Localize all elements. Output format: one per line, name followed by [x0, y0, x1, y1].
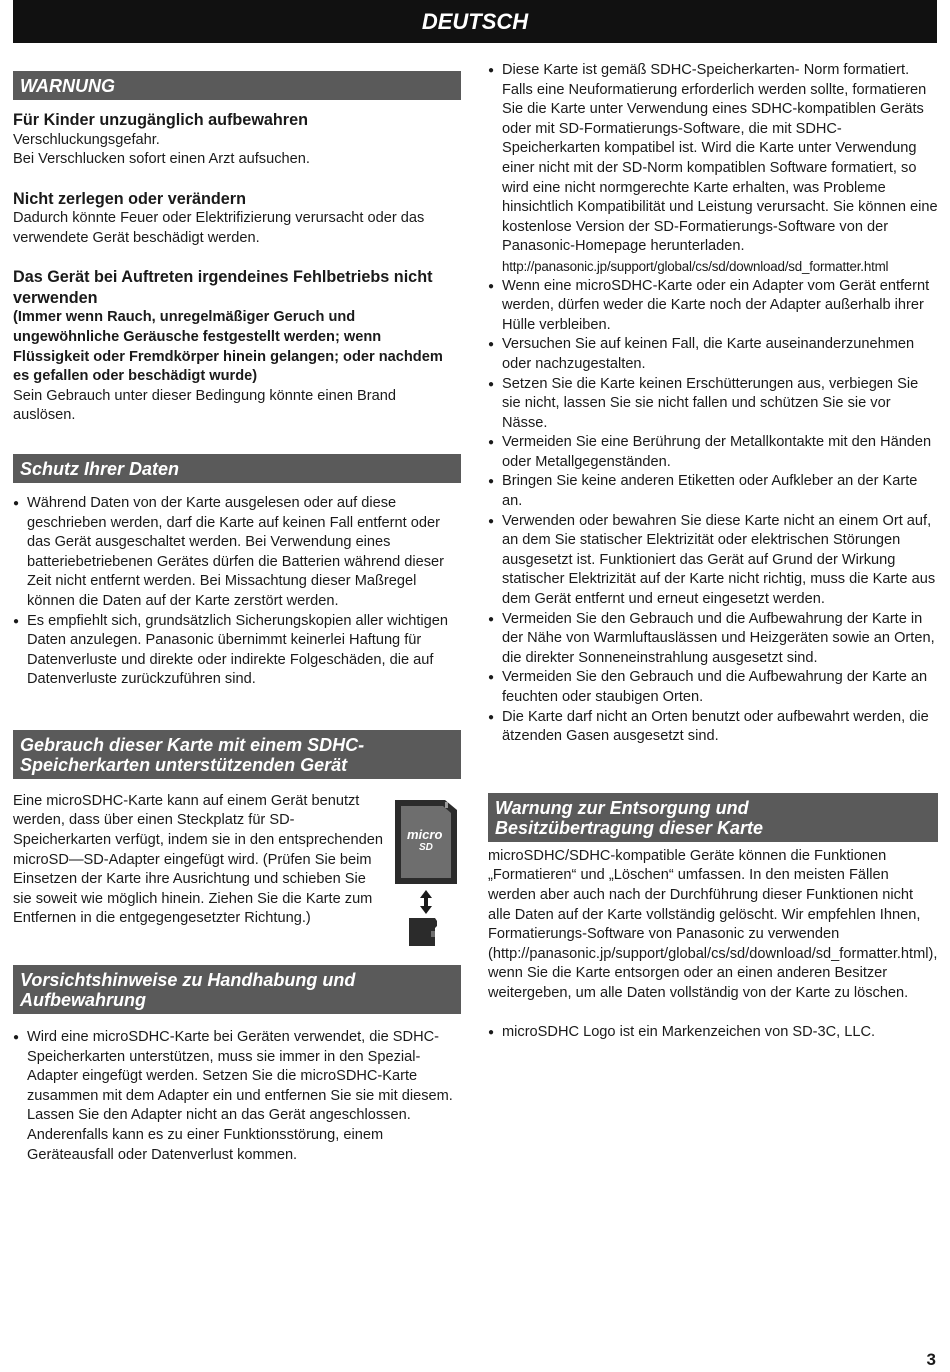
vorsicht-list-right	[488, 61, 938, 747]
vorsicht-bullet: ● Wenn eine microSDHC-Karte oder ein Adapter vom Gerät entfernt werden, dürfen weder die Karte noch der Adapter außerhalb ihrer Hülle verbleiben.	[488, 277, 938, 336]
schutz-bullet: ● Während Daten von der Karte ausgelesen oder auf diese geschrieben werden, darf die Karte auf keinen Fall entfernt oder das Gerät ausgeschaltet werden. Bei Verwendung eines batteriebetriebenen Gerätes dürfen die Batterien während dieser Zeit nicht entfernt werden. Bei Missachtung dieser Maßregel können die Daten auf der Karte zerstört werden.	[13, 494, 461, 612]
vorsicht-heading-line2: Aufbewahrung	[20, 990, 146, 1011]
left-column	[13, 71, 461, 1165]
formatting-text: Diese Karte ist gemäß SDHC-Speicherkarten- Norm formatiert. Falls eine Neuformatierung erforderlich werden sollte, formatieren Sie die Karte unter Verwendung eines SDHC-kompatiblen Geräts oder mit SD-Formatierungs-Software, die mit SDHC-Speicherkarten kompatibel ist. Wird die Karte unter Verwendung einer nicht mit der SD-Norm kompatiblen Software formatiert, so wird eine nicht normgerechte Karte erhalten, was Probleme hinsichtlich Kompatibilität und Leistung verursacht. Sie können eine kostenlose Version der SD-Formatierungs-Software von der Panasonic-Homepage herunterladen.	[502, 62, 938, 255]
gebrauch-heading-line2: Speicherkarten unterstützenden Gerät	[20, 754, 348, 775]
vorsicht-bullet: ● Versuchen Sie auf keinen Fall, die Karte auseinanderzunehmen oder nachzugestalten.	[488, 335, 938, 374]
warnung-item1-title: Für Kinder unzugänglich aufbewahren	[13, 111, 308, 129]
trademark-list	[488, 1023, 938, 1043]
gebrauch-heading	[13, 730, 461, 779]
warnung-item2-text: Dadurch könnte Feuer oder Elektrifizierung verursacht oder das verwendete Gerät beschädigt werden.	[13, 210, 425, 246]
vorsicht-heading-line1: Vorsichtshinweise zu Handhabung und	[20, 970, 356, 991]
schutz-heading: Schutz Ihrer Daten	[13, 454, 461, 483]
warnung-item1-line2: Bei Verschlucken sofort einen Arzt aufsuchen.	[13, 151, 310, 168]
right-column	[488, 61, 938, 1042]
insert-arrow-icon	[420, 890, 432, 914]
sd-logo-text: SD	[419, 841, 433, 853]
vorsicht-bullet-formatting	[488, 61, 938, 277]
warnung-item3-text: Sein Gebrauch unter dieser Bedingung könnte einen Brand auslösen.	[13, 387, 396, 424]
vorsicht-bullet: ● Setzen Sie die Karte keinen Erschütterungen aus, verbiegen Sie sie nicht, lassen Sie sie nicht fallen und schützen Sie sie vor Nässe.	[488, 375, 938, 434]
warnung-item-malfunction	[13, 267, 461, 426]
warnung-item-disassemble	[13, 189, 461, 249]
warnung-item-children	[13, 110, 461, 170]
microsd-card-icon	[409, 918, 437, 946]
gebrauch-heading-line1: Gebrauch dieser Karte mit einem SDHC-	[20, 734, 365, 755]
sd-adapter-icon	[395, 800, 457, 884]
entsorgung-heading	[488, 793, 938, 842]
formatter-url: http://panasonic.jp/support/global/cs/sd/download/sd_formatter.html	[502, 258, 889, 274]
vorsicht-bullet: ● Wird eine microSDHC-Karte bei Geräten verwendet, die SDHC-Speicherkarten unterstützen, muss sie immer in den Spezial-Adapter eingefügt werden. Setzen Sie die microSDHC-Karte zusammen mit dem Adapter ein und entfernen Sie sie mit diesem. Lassen Sie den Adapter nicht an das Gerät angeschlossen. Anderenfalls kann es zu einer Funktionsstörung, einem Geräteausfall oder Datenverlust kommen.	[13, 1028, 461, 1165]
warnung-item3-sub: (Immer wenn Rauch, unregelmäßiger Geruch und ungewöhnliche Geräusche festgestellt werden; wenn Flüssigkeit oder Fremdkörper hinein gelangen; oder nachdem es gefallen oder beschädigt wurde)	[13, 309, 443, 385]
warnung-heading: WARNUNG	[13, 71, 461, 100]
vorsicht-bullet: ● Vermeiden Sie eine Berührung der Metallkontakte mit den Händen oder Metallgegenständen.	[488, 433, 938, 472]
vorsicht-heading	[13, 965, 461, 1014]
microsd-adapter-illustration	[393, 798, 473, 948]
vorsicht-bullet: ● Vermeiden Sie den Gebrauch und die Aufbewahrung der Karte in der Nähe von Warmluftauslässen und Heizgeräten sowie an Orten, die direkter Sonneneinstrahlung ausgesetzt sind.	[488, 610, 938, 669]
warnung-item3-title: Das Gerät bei Auftreten irgendeines Fehlbetriebs nicht verwenden	[13, 268, 433, 307]
schutz-bullet: ● Es empfiehlt sich, grundsätzlich Sicherungskopien aller wichtigen Daten anzulegen. Panasonic übernimmt keinerlei Haftung für Datenverluste und direkte oder indirekte Folgeschäden, die auf Datenverluste zurückzuführen sind.	[13, 612, 461, 690]
micro-logo-text: micro	[407, 826, 443, 842]
entsorgung-text: microSDHC/SDHC-kompatible Geräte können die Funktionen „Formatieren“ und „Löschen“ umfassen. In den meisten Fällen werden aber auch nach der Durchführung dieser Funktionen nicht alle Daten auf der Karte vollständig gelöscht. Wir empfehlen Ihnen, Formatierungs-Software von Panasonic zu verwenden (http://panasonic.jp/support/global/cs/sd/download/sd_formatter.html), wenn Sie die Karte entsorgen oder an einen anderen Besitzer weitergeben, um alle Daten vollständig von der Karte zu löschen.	[488, 847, 938, 1001]
trademark-note: ● microSDHC Logo ist ein Markenzeichen von SD-3C, LLC.	[488, 1023, 938, 1043]
vorsicht-bullet: ● Die Karte darf nicht an Orten benutzt oder aufbewahrt werden, die ätzenden Gasen ausgesetzt sind.	[488, 708, 938, 747]
warnung-item1-line1: Verschluckungsgefahr.	[13, 131, 160, 148]
warnung-item2-title: Nicht zerlegen oder verändern	[13, 189, 246, 208]
entsorgung-heading-line1: Warnung zur Entsorgung und	[495, 797, 749, 818]
vorsicht-list-left	[13, 1028, 461, 1165]
language-banner	[13, 0, 937, 43]
entsorgung-heading-line2: Besitzübertragung dieser Karte	[495, 817, 764, 838]
vorsicht-bullet: ● Verwenden oder bewahren Sie diese Karte nicht an einem Ort auf, an dem Sie statischer Elektrizität oder elektrischen Störungen ausgesetzt ist. Funktioniert das Gerät auf Grund der Wirkung statischer Elektrizität auf der Karte nicht richtig, muss die Karte aus dem Gerät entfernt und erneut eingesetzt werden.	[488, 512, 938, 610]
schutz-list	[13, 494, 461, 690]
page-number: 3	[926, 1350, 936, 1369]
language-title: DEUTSCH	[421, 8, 529, 34]
gebrauch-text: Eine microSDHC-Karte kann auf einem Gerät benutzt werden, dass über einen Steckplatz für SD-Speicherkarten verfügt, indem sie in den entsprechenden microSD—SD-Adapter eingefügt wird. (Prüfen Sie beim Einsetzen der Karte ihre Ausrichtung und schieben Sie sie soweit wie möglich hinein. Ziehen Sie die Karte zum Entfernen in die entgegengesetzter Richtung.)	[13, 792, 383, 927]
vorsicht-bullet: ● Vermeiden Sie den Gebrauch und die Aufbewahrung der Karte an feuchten oder staubigen Orten.	[488, 668, 938, 707]
gebrauch-block	[13, 792, 461, 929]
vorsicht-bullet: ● Bringen Sie keine anderen Etiketten oder Aufkleber an der Karte an.	[488, 472, 938, 511]
